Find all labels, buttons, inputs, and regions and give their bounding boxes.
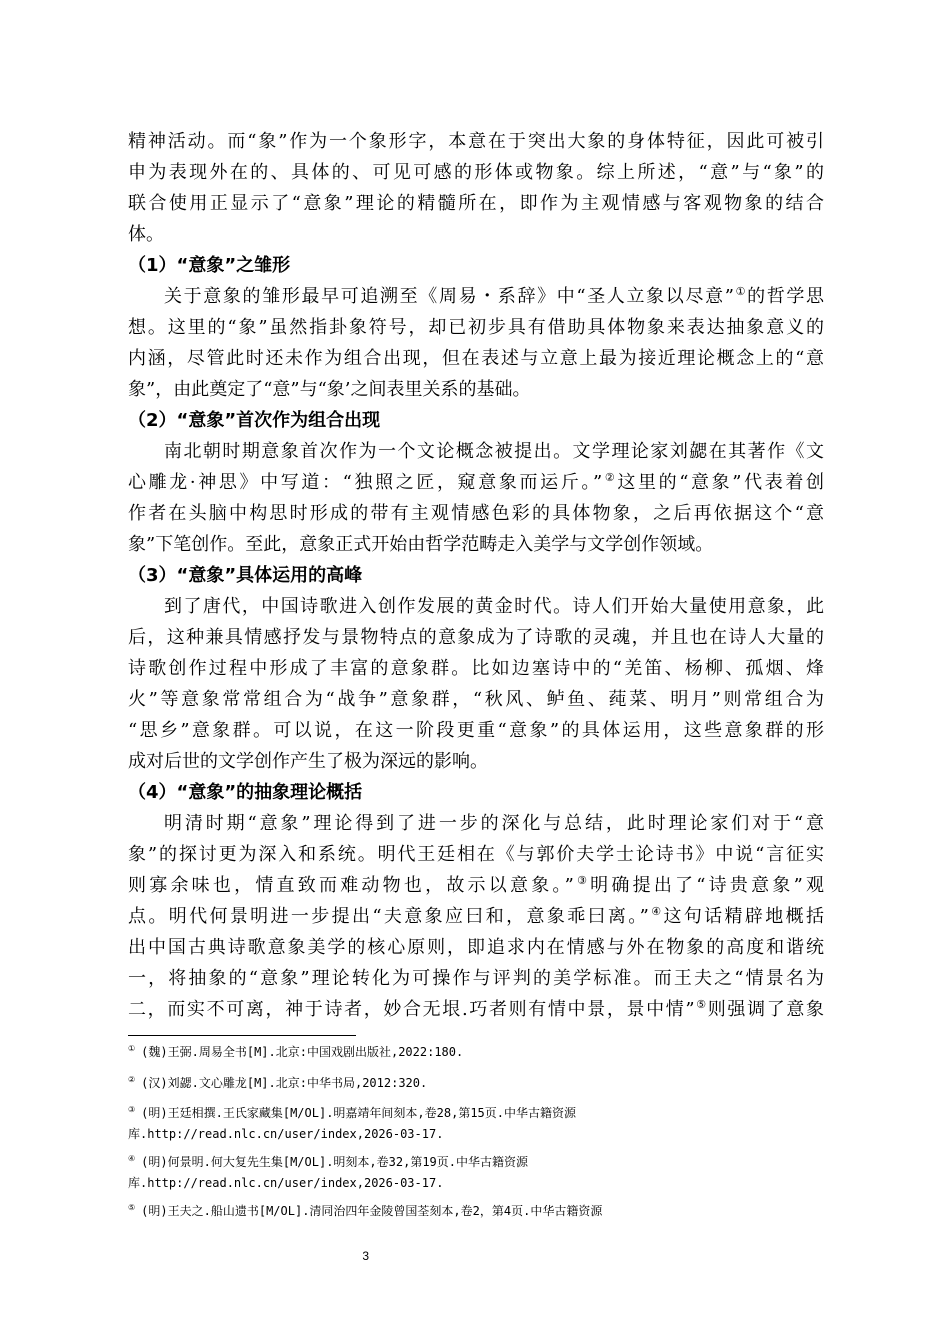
body-line: 内涵，尽管此时还未作为组合出现，但在表述与立意上最为接近理论概念上的“意: [128, 348, 824, 369]
body-line: 申为表现外在的、具体的、可见可感的形体或物象。综上所述，“意”与“象”的: [128, 162, 824, 183]
footnote-mark: ①: [128, 1044, 136, 1053]
page-number: 3: [362, 1249, 369, 1263]
footnote-ref: ②: [602, 471, 618, 484]
footnote-4-cont: 库.http://read.nlc.cn/user/index,2026-03-17.: [128, 1176, 444, 1190]
footnote-ref: ④: [648, 905, 664, 918]
body-line: 明清时期“意象”理论得到了进一步的深化与总结，此时理论家们对于“意: [164, 813, 824, 834]
footnote-mark: ⑤: [128, 1203, 136, 1212]
footnote-mark: ④: [128, 1154, 136, 1163]
body-line: 心雕龙·神思》中写道：“独照之匠，窥意象而运斤。”②这里的“意象”代表着创: [128, 471, 824, 493]
body-line: 精神活动。而“象”作为一个象形字，本意在于突出大象的身体特征，因此可被引: [128, 131, 824, 152]
body-line: 二，而实不可离，神于诗者，妙合无垠.巧者则有情中景，景中情”⑤则强调了意象: [128, 998, 825, 1020]
footnote-5: ⑤ (明)王夫之.船山遗书[M/OL].清同治四年金陵曾国荃刻本,卷2，第4页.中华古籍资源: [128, 1203, 603, 1218]
body-line: 象”，由此奠定了“意”与“象’之间表里关系的基础。: [128, 379, 531, 400]
footnote-separator: [128, 1035, 356, 1036]
footnote-1: ① (魏)王弼.周易全书[M].北京:中国戏剧出版社,2022:180.: [128, 1044, 464, 1059]
body-line: 体。: [128, 224, 164, 245]
footnote-4: ④ (明)何景明.何大复先生集[M/OL].明刻本,卷32,第19页.中华古籍资源: [128, 1154, 528, 1169]
section-heading-1: （1）“意象”之雏形: [128, 255, 291, 276]
body-line: 火”等意象常常组合为“战争”意象群，“秋风、鲈鱼、莼菜、明月”则常组合为: [128, 689, 824, 710]
body-line: 诗歌创作过程中形成了丰富的意象群。比如边塞诗中的“羌笛、杨柳、孤烟、烽: [128, 658, 824, 679]
body-line: 想。这里的“象”虽然指卦象符号，却已初步具有借助具体物象来表达抽象意义的: [128, 317, 824, 338]
footnote-mark: ③: [128, 1105, 136, 1114]
section-heading-2: （2）“意象”首次作为组合出现: [128, 410, 381, 431]
section-heading-3: （3）“意象”具体运用的高峰: [128, 565, 363, 586]
footnote-ref: ⑤: [694, 998, 708, 1011]
body-line: 则寡余味也，情直致而难动物也，故示以意象。”③明确提出了“诗贵意象”观: [128, 874, 824, 896]
body-line: 到了唐代，中国诗歌进入创作发展的黄金时代。诗人们开始大量使用意象，此: [164, 596, 824, 617]
body-line: 象”下笔创作。至此，意象正式开始由哲学范畴走入美学与文学创作领域。: [128, 534, 714, 555]
body-line: 后，这种兼具情感抒发与景物特点的意象成为了诗歌的灵魂，并且也在诗人大量的: [128, 627, 824, 648]
body-line: 关于意象的雏形最早可追溯至《周易・系辞》中“圣人立象以尽意”①的哲学思: [164, 285, 824, 307]
footnote-3-cont: 库.http://read.nlc.cn/user/index,2026-03-17.: [128, 1127, 444, 1141]
footnote-mark: ②: [128, 1075, 136, 1084]
body-line: 象”的探讨更为深入和系统。明代王廷相在《与郭价夫学士论诗书》中说“言征实: [128, 844, 824, 865]
section-heading-4: （4）“意象”的抽象理论概括: [128, 782, 363, 803]
footnote-ref: ③: [573, 874, 591, 887]
body-line: 南北朝时期意象首次作为一个文论概念被提出。文学理论家刘勰在其著作《文: [164, 441, 824, 462]
footnote-3: ③ (明)王廷相撰.王氏家藏集[M/OL].明嘉靖年间刻本,卷28,第15页.中华古籍资源: [128, 1105, 576, 1120]
body-line: 出中国古典诗歌意象美学的核心原则，即追求内在情感与外在物象的高度和谐统: [128, 937, 824, 958]
body-line: 联合使用正显示了“意象”理论的精髓所在，即作为主观情感与客观物象的结合: [128, 193, 824, 214]
body-line: “思乡”意象群。可以说，在这一阶段更重“意象”的具体运用，这些意象群的形: [128, 720, 824, 741]
body-line: 点。明代何景明进一步提出“夫意象应曰和，意象乖曰离。”④这句话精辟地概括: [128, 905, 824, 927]
body-line: 作者在头脑中构思时形成的带有主观情感色彩的具体物象，之后再依据这个“意: [128, 503, 824, 524]
footnote-2: ② (汉)刘勰.文心雕龙[M].北京:中华书局,2012:320.: [128, 1075, 428, 1090]
body-line: 一，将抽象的“意象”理论转化为可操作与评判的美学标准。而王夫之“情景名为: [128, 968, 824, 989]
body-line: 成对后世的文学创作产生了极为深远的影响。: [128, 751, 488, 772]
footnote-ref: ①: [733, 285, 748, 298]
